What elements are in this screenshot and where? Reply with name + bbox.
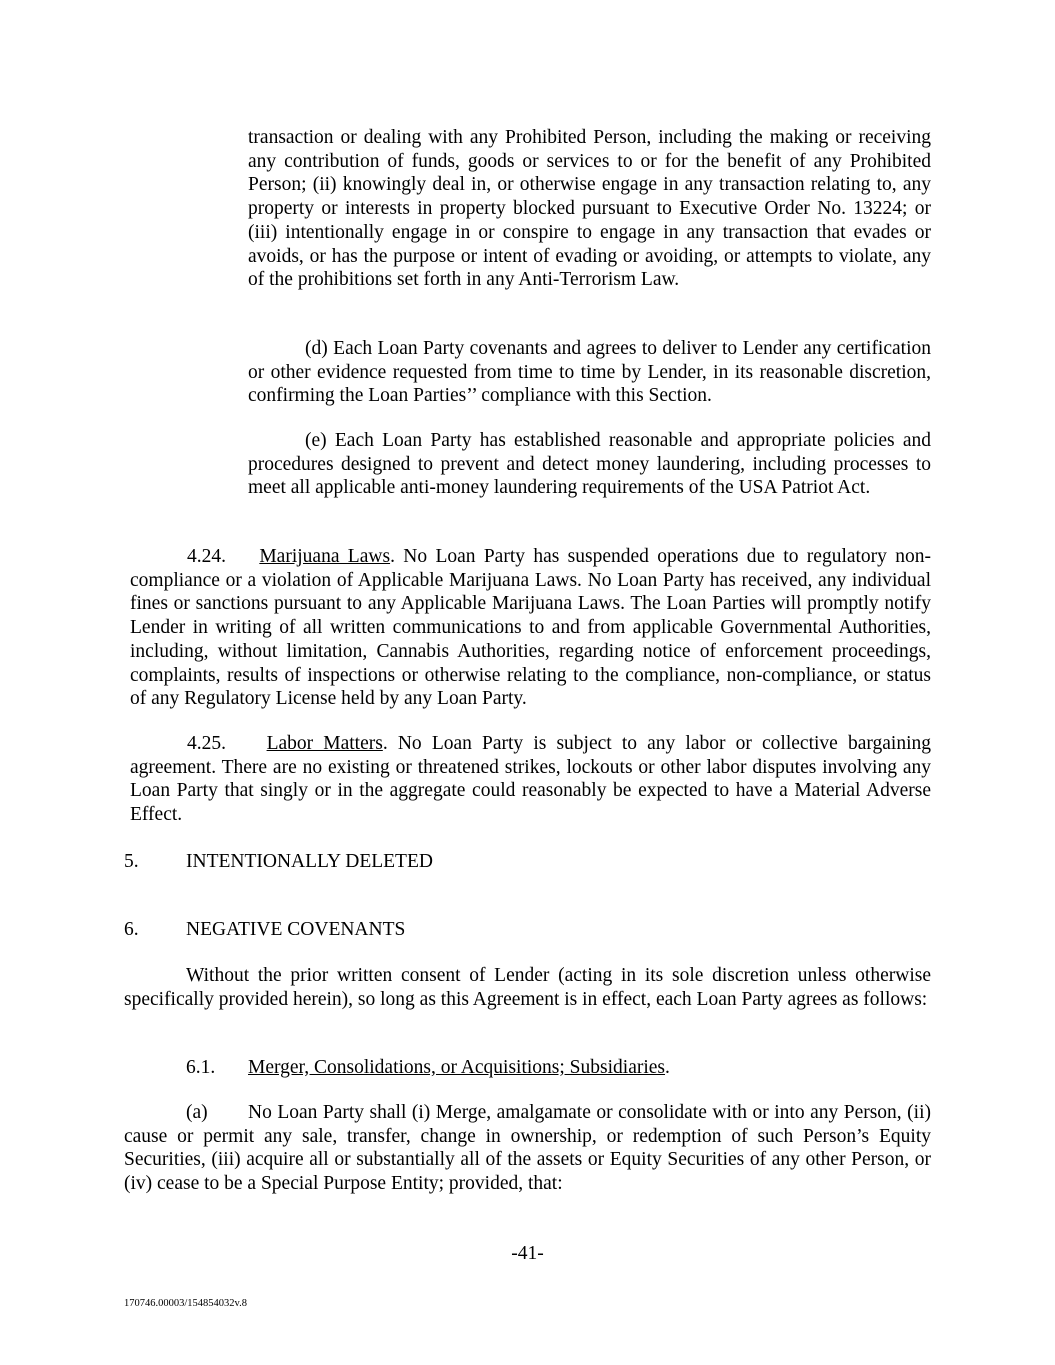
- paragraph-a-body: No Loan Party shall (i) Merge, amalgamate or consolidate with or into any Person, (ii) cause or permit any sale, transfer, change in ownership, or redemption of such Person’s Equity Securities, (iii) acquire all or substantially all of the assets or Equity Securities of any other Person, or (iv) cease to be a Special Purpose Entity; provided, that:: [124, 1102, 931, 1195]
- paragraph-e: (e) Each Loan Party has established reasonable and appropriate policies and procedures designed to prevent and detect money laundering, including processes to meet all applicable anti-money laundering requirements of the USA Patriot Act.: [248, 430, 931, 499]
- section-6-1-punct: .: [665, 1057, 670, 1078]
- paragraph-d: (d) Each Loan Party covenants and agrees to deliver to Lender any certification or other evidence requested from time to time by Lender, in its reasonable discretion, confirming the Loan Parties’’ compliance with this Section.: [248, 338, 931, 407]
- section-4-25-number: 4.25.: [187, 733, 226, 754]
- section-6-1-number: 6.1.: [186, 1057, 216, 1078]
- section-5-heading: [124, 850, 433, 874]
- section-5-number: 5.: [124, 851, 139, 872]
- page-number: -41-: [511, 1243, 544, 1264]
- section-6-number: 6.: [124, 919, 139, 940]
- section-4-24: [130, 545, 931, 711]
- section-4-25-title: Labor Matters: [266, 733, 383, 754]
- section-6-1-title: Merger, Consolidations, or Acquisitions; Subsidiaries: [248, 1057, 666, 1078]
- section-6-heading: [124, 918, 405, 942]
- section-4-24-body: . No Loan Party has suspended operations due to regulatory non-compliance or a violation of Applicable Marijuana Laws. No Loan Party has received, any individual fines or sanctions pursuant to any Applicable Marijuana Laws. The Loan Parties will promptly notify Lender in writing of all written communications to and from applicable Governmental Authorities, including, without limitation, Cannabis Authorities, regarding notice of enforcement proceedings, complaints, results of inspections or otherwise relating to the compliance, non-compliance, or status of any Regulatory License held by any Loan Party.: [130, 546, 932, 710]
- section-4-24-number: 4.24.: [187, 546, 226, 567]
- section-6-1-heading: [186, 1056, 670, 1080]
- document-id: 170746.00003/154854032v.8: [124, 1298, 247, 1309]
- continuation-paragraph: transaction or dealing with any Prohibited Person, including the making or receiving any contribution of funds, goods or services to or for the benefit of any Prohibited Person; (ii) knowingly deal in, or otherwise engage in any transaction relating to, any property or interests in property blocked pursuant to Executive Order No. 13224; or (iii) intentionally engage in or conspire to engage in any transaction that evades or avoids, or has the purpose or intent of evading or avoiding, or attempts to violate, any of the prohibitions set forth in any Anti-Terrorism Law.: [248, 127, 931, 291]
- section-6-intro: Without the prior written consent of Lender (acting in its sole discretion unless otherwise specifically provided herein), so long as this Agreement is in effect, each Loan Party agrees as follows:: [124, 965, 931, 1010]
- section-4-25: [130, 732, 931, 827]
- section-5-title: INTENTIONALLY DELETED: [186, 851, 433, 872]
- section-6-title: NEGATIVE COVENANTS: [186, 919, 406, 940]
- section-4-25-body: . No Loan Party is subject to any labor or collective bargaining agreement. There are no existing or threatened strikes, lockouts or other labor disputes involving any Loan Party that singly or in the aggregate could reasonably be expected to have a Material Adverse Effect.: [130, 733, 931, 826]
- paragraph-a: [124, 1101, 931, 1196]
- paragraph-a-label: (a): [186, 1102, 208, 1123]
- section-4-24-title: Marijuana Laws: [259, 546, 391, 567]
